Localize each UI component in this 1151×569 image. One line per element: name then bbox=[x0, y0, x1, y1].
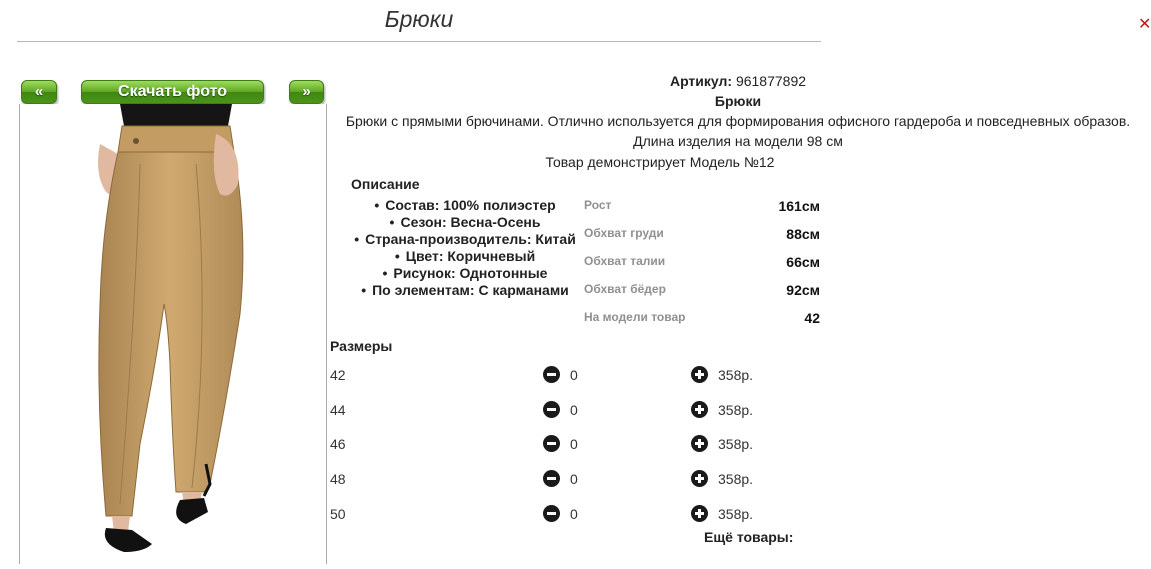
measurement-row bbox=[584, 282, 820, 300]
plus-circle-icon[interactable] bbox=[691, 435, 708, 452]
measurement-value: 92см bbox=[786, 282, 820, 298]
prev-photo-button[interactable]: « bbox=[21, 80, 57, 104]
measurement-row bbox=[584, 310, 820, 328]
measurement-value: 66см bbox=[786, 254, 820, 270]
minus-circle-icon[interactable] bbox=[543, 401, 560, 418]
price-value: 358р. bbox=[718, 367, 754, 383]
size-value: 50 bbox=[330, 506, 346, 522]
minus-circle-icon[interactable] bbox=[543, 470, 560, 487]
quantity-value: 0 bbox=[570, 471, 578, 487]
product-photo[interactable] bbox=[19, 104, 327, 564]
measurement-label: Обхват талии bbox=[584, 254, 666, 268]
description-item: • Состав: 100% полиэстер bbox=[340, 197, 590, 214]
size-value: 42 bbox=[330, 367, 346, 383]
article-label: Артикул: bbox=[669, 73, 733, 89]
description-item: • Страна-производитель: Китай bbox=[340, 231, 590, 248]
product-description: Брюки с прямыми брючинами. Отлично используется для формирования офисного гардероба и повседневных образов. bbox=[345, 113, 1131, 129]
price-value: 358р. bbox=[718, 506, 754, 522]
download-photo-button[interactable]: Скачать фото bbox=[81, 80, 264, 104]
measurement-label: Рост bbox=[584, 198, 612, 212]
plus-circle-icon[interactable] bbox=[691, 401, 708, 418]
measurement-label: На модели товар bbox=[584, 310, 686, 324]
quantity-value: 0 bbox=[570, 402, 578, 418]
size-value: 48 bbox=[330, 471, 346, 487]
size-value: 44 bbox=[330, 402, 346, 418]
page-title: Брюки bbox=[17, 6, 821, 42]
quantity-value: 0 bbox=[570, 367, 578, 383]
size-row bbox=[330, 471, 830, 491]
size-row bbox=[330, 402, 830, 422]
description-list bbox=[340, 197, 590, 299]
measurement-value: 42 bbox=[804, 310, 820, 326]
measurement-value: 161см bbox=[778, 198, 820, 214]
measurement-label: Обхват бёдер bbox=[584, 282, 666, 296]
plus-circle-icon[interactable] bbox=[691, 366, 708, 383]
measurement-row bbox=[584, 226, 820, 244]
description-item: • Цвет: Коричневый bbox=[340, 248, 590, 265]
description-title: Описание bbox=[351, 176, 420, 192]
product-length: Длина изделия на модели 98 см bbox=[633, 133, 843, 149]
minus-circle-icon[interactable] bbox=[543, 435, 560, 452]
close-icon[interactable]: ✕ bbox=[1138, 16, 1151, 33]
minus-circle-icon[interactable] bbox=[543, 505, 560, 522]
price-value: 358р. bbox=[718, 402, 754, 418]
size-value: 46 bbox=[330, 436, 346, 452]
next-photo-button[interactable]: » bbox=[289, 80, 324, 104]
product-name: Брюки bbox=[714, 93, 762, 109]
article-line bbox=[330, 73, 1146, 89]
more-products-label: Ещё товары: bbox=[704, 529, 794, 545]
measurement-row bbox=[584, 254, 820, 272]
model-note: Товар демонстрирует Модель №12 bbox=[545, 154, 775, 170]
price-value: 358р. bbox=[718, 471, 754, 487]
trousers-photo-illustration bbox=[20, 104, 326, 564]
size-row bbox=[330, 367, 830, 387]
article-value: 961877892 bbox=[735, 73, 807, 89]
description-item: • Рисунок: Однотонные bbox=[340, 265, 590, 282]
quantity-value: 0 bbox=[570, 436, 578, 452]
measurement-row bbox=[584, 198, 820, 216]
description-item: • По элементам: С карманами bbox=[340, 282, 590, 299]
minus-circle-icon[interactable] bbox=[543, 366, 560, 383]
plus-circle-icon[interactable] bbox=[691, 470, 708, 487]
size-row bbox=[330, 506, 830, 526]
price-value: 358р. bbox=[718, 436, 754, 452]
description-item: • Сезон: Весна-Осень bbox=[340, 214, 590, 231]
quantity-value: 0 bbox=[570, 506, 578, 522]
measurement-value: 88см bbox=[786, 226, 820, 242]
sizes-title: Размеры bbox=[330, 338, 393, 354]
plus-circle-icon[interactable] bbox=[691, 505, 708, 522]
size-row bbox=[330, 436, 830, 456]
measurement-label: Обхват груди bbox=[584, 226, 664, 240]
